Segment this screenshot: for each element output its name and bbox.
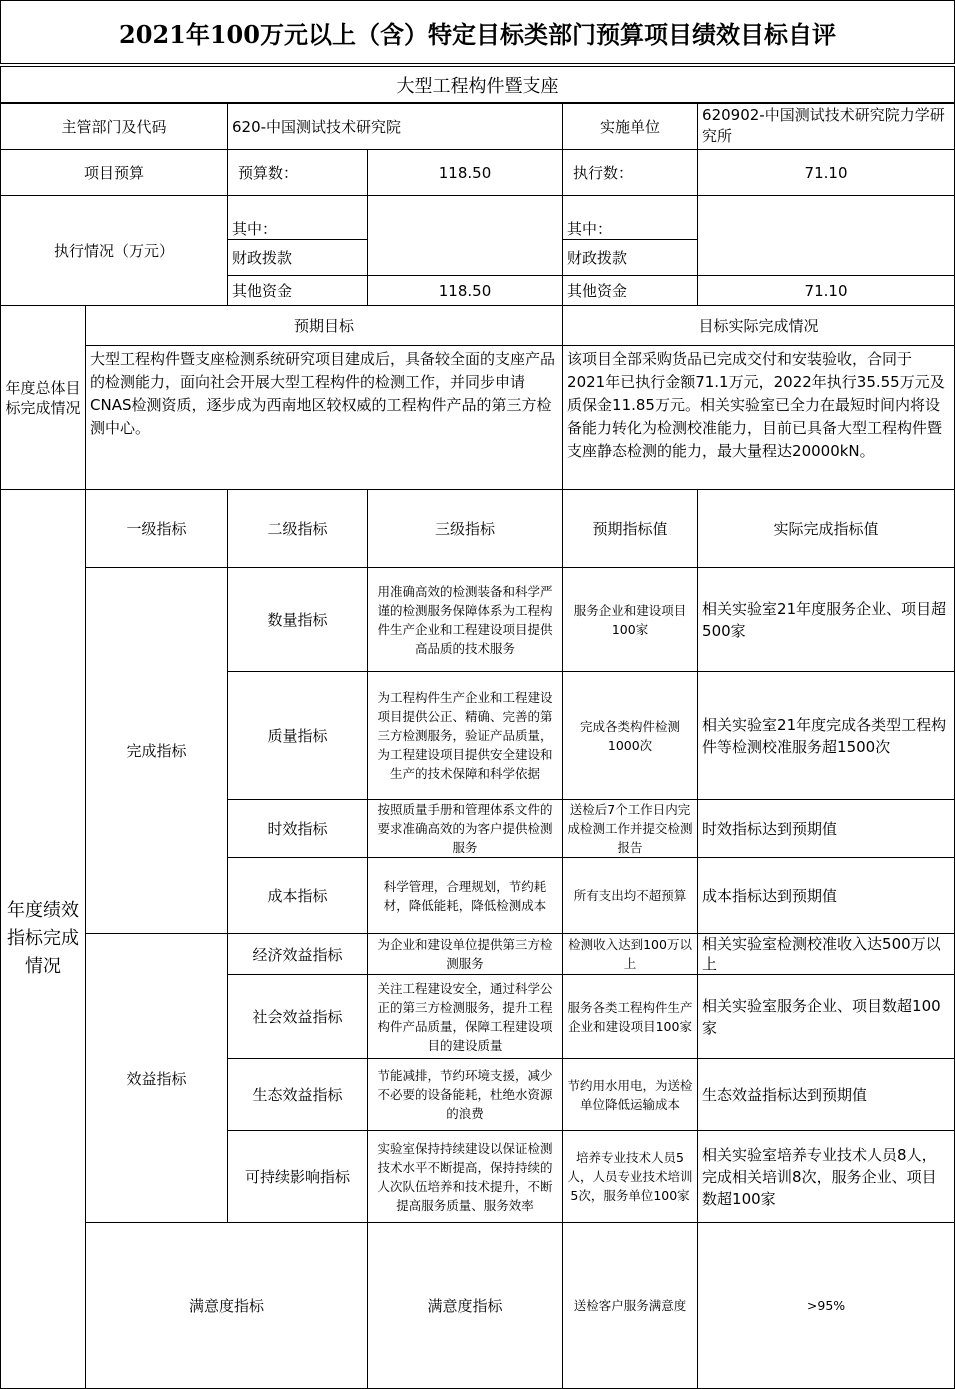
actual-cell: 成本指标达到预期值 <box>698 858 955 934</box>
l2-cell: 经济效益指标 <box>228 934 368 975</box>
impl-value: 620902-中国测试技术研究院力学研究所 <box>698 103 955 150</box>
l3-cell: 关注工程建设安全，通过科学公正的第三方检测服务，提升工程构件产品质量，保障工程建设项目的建设质量 <box>368 975 563 1059</box>
l3-cell: 科学管理，合理规划，节约耗材，降低能耗，降低检测成本 <box>368 858 563 934</box>
completion-label: 完成指标 <box>86 568 228 934</box>
dept-value: 620-中国测试技术研究院 <box>228 103 563 150</box>
actual-cell: 相关实验室培养专业技术人员8人，完成相关培训8次，服务企业、项目数超100家 <box>698 1131 955 1223</box>
actual-cell: 时效指标达到预期值 <box>698 800 955 858</box>
self-eval-table <box>0 102 955 1389</box>
table-row <box>1 1223 955 1389</box>
header-l2: 二级指标 <box>228 490 368 568</box>
expected-cell: 节约用水用电，为送检单位降低运输成本 <box>563 1059 698 1131</box>
actual-text: 该项目全部采购货品已完成交付和安装验收，合同于2021年已执行金额71.1万元，2022年执行35.55万元及质保金11.85万元。相关实验室已全力在最短时间内将设备能力转化为检测校准能力，目前已具备大型工程构件暨支座静态检测的能力，最大量程达20000kN。 <box>563 346 955 490</box>
l2-cell: 数量指标 <box>228 568 368 672</box>
budget-num-value: 118.50 <box>368 150 563 196</box>
exec-other-label-1: 其他资金 <box>228 276 368 306</box>
l3-cell: 用准确高效的检测装备和科学严谨的检测服务保障体系为工程构件生产企业和工程建设项目提供高品质的技术服务 <box>368 568 563 672</box>
header-l3: 三级指标 <box>368 490 563 568</box>
actual-cell: 相关实验室21年度服务企业、项目超500家 <box>698 568 955 672</box>
table-row <box>1 934 955 975</box>
actual-cell: 相关实验室服务企业、项目数超100家 <box>698 975 955 1059</box>
header-l1: 一级指标 <box>86 490 228 568</box>
l3-cell: 为企业和建设单位提供第三方检测服务 <box>368 934 563 975</box>
l2-cell: 成本指标 <box>228 858 368 934</box>
expected-cell: 完成各类构件检测1000次 <box>563 672 698 800</box>
actual-cell: 相关实验室21年度完成各类型工程构件等检测校准服务超1500次 <box>698 672 955 800</box>
l2-cell: 质量指标 <box>228 672 368 800</box>
satisfaction-expected: >95% <box>698 1223 955 1389</box>
dept-label: 主管部门及代码 <box>1 103 228 150</box>
header-expected: 预期指标值 <box>563 490 698 568</box>
satisfaction-l3: 送检客户服务满意度 <box>563 1223 698 1389</box>
expected-cell: 送检后7个工作日内完成检测工作并提交检测报告 <box>563 800 698 858</box>
expected-header: 预期目标 <box>86 306 563 346</box>
table-row <box>1 568 955 672</box>
l3-cell: 实验室保持持续建设以保证检测技术水平不断提高，保持持续的人次队伍培养和技术提升，不断提高服务质量、服务效率 <box>368 1131 563 1223</box>
exec-qizhong-1: 其中： <box>228 196 368 240</box>
l2-cell: 社会效益指标 <box>228 975 368 1059</box>
page-title: 2021年100万元以上（含）特定目标类部门预算项目绩效目标自评 <box>0 0 955 64</box>
budget-num-label: 预算数： <box>228 150 368 196</box>
expected-cell: 培养专业技术人员5人，人员专业技术培训5次，服务单位100家 <box>563 1131 698 1223</box>
exec-empty-1 <box>368 196 563 276</box>
expected-cell: 检测收入达到100万以上 <box>563 934 698 975</box>
exec-empty-2 <box>698 196 955 276</box>
l2-cell: 时效指标 <box>228 800 368 858</box>
l3-cell: 按照质量手册和管理体系文件的要求准确高效的为客户提供检测服务 <box>368 800 563 858</box>
exec-other-label-2: 其他资金 <box>563 276 698 306</box>
l2-cell: 可持续影响指标 <box>228 1131 368 1223</box>
exec-other-exec: 71.10 <box>698 276 955 306</box>
satisfaction-l1: 满意度指标 <box>86 1223 368 1389</box>
header-actual: 实际完成指标值 <box>698 490 955 568</box>
expected-cell: 服务各类工程构件生产企业和建设项目100家 <box>563 975 698 1059</box>
l2-cell: 生态效益指标 <box>228 1059 368 1131</box>
expected-text: 大型工程构件暨支座检测系统研究项目建成后，具备较全面的支座产品的检测能力，面向社会开展大型工程构件的检测工作，并同步申请CNAS检测资质，逐步成为西南地区较权威的工程构件产品的第三方检测中心。 <box>86 346 563 490</box>
exec-caizheng-1: 财政拨款 <box>228 240 368 276</box>
project-name: 大型工程构件暨支座 <box>0 66 955 104</box>
budget-label: 项目预算 <box>1 150 228 196</box>
l3-cell: 节能减排，节约环境支援，减少不必要的设备能耗，杜绝水资源的浪费 <box>368 1059 563 1131</box>
exec-qizhong-2: 其中： <box>563 196 698 240</box>
actual-cell: 生态效益指标达到预期值 <box>698 1059 955 1131</box>
exec-caizheng-2: 财政拨款 <box>563 240 698 276</box>
indicators-section-label: 年度绩效指标完成情况 <box>1 490 86 1389</box>
actual-cell: 相关实验室检测校准收入达500万以上 <box>698 934 955 975</box>
exec-other-budget: 118.50 <box>368 276 563 306</box>
expected-cell: 所有支出均不超预算 <box>563 858 698 934</box>
impl-label: 实施单位 <box>563 103 698 150</box>
satisfaction-l2: 满意度指标 <box>368 1223 563 1389</box>
benefit-label: 效益指标 <box>86 934 228 1223</box>
overall-label: 年度总体目标完成情况 <box>1 306 86 490</box>
l3-cell: 为工程构件生产企业和工程建设项目提供公正、精确、完善的第三方检测服务，验证产品质量，为工程建设项目提供安全建设和生产的技术保障和科学依据 <box>368 672 563 800</box>
exec-num-value: 71.10 <box>698 150 955 196</box>
expected-cell: 服务企业和建设项目100家 <box>563 568 698 672</box>
actual-header: 目标实际完成情况 <box>563 306 955 346</box>
execution-label: 执行情况（万元） <box>1 196 228 306</box>
exec-num-label: 执行数： <box>563 150 698 196</box>
